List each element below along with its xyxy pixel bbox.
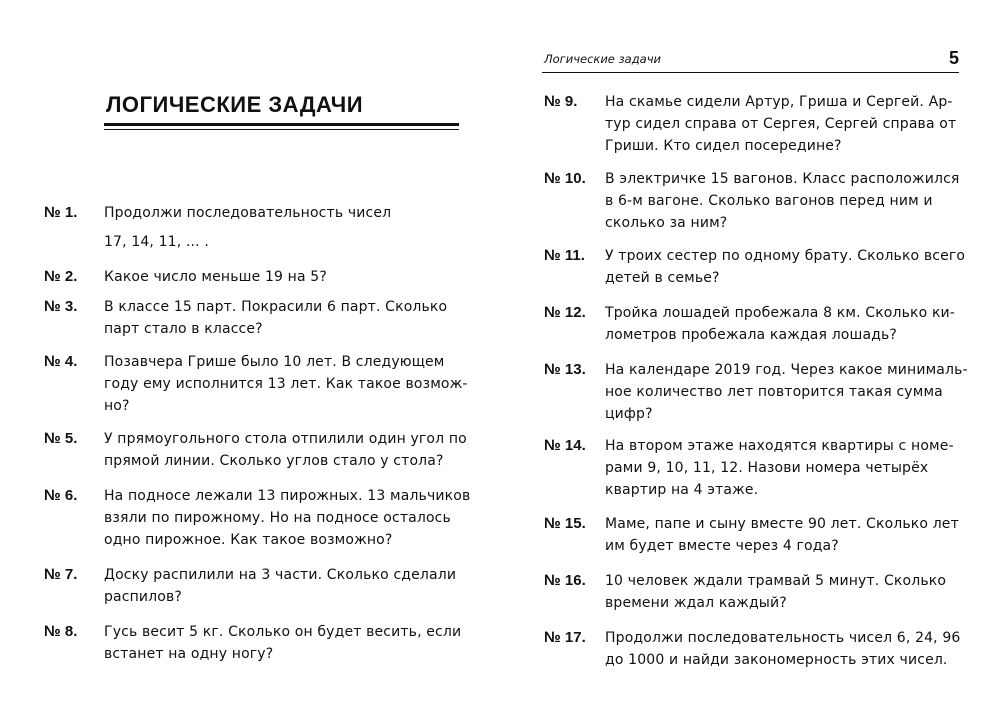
task-line: У прямоугольного стола отпилили один угол по [104, 431, 467, 447]
running-header: Логические задачи [544, 52, 661, 66]
task-line: На календаре 2019 год. Через какое минималь- [605, 362, 968, 378]
page-title: ЛОГИЧЕСКИЕ ЗАДАЧИ [106, 92, 364, 117]
title-rule-thick [104, 123, 459, 126]
task-number: № 17. [544, 629, 586, 646]
task-text [104, 428, 467, 472]
task-line: распилов? [104, 589, 182, 605]
task-line: до 1000 и найди закономерность этих чисел. [605, 652, 948, 668]
task-line: цифр? [605, 406, 653, 422]
title-rule-thin [104, 129, 459, 130]
task-number: № 4. [44, 353, 78, 370]
page-number: 5 [948, 48, 959, 68]
task-text [104, 485, 471, 551]
task-number: № 3. [44, 298, 78, 315]
task-number: № 9. [544, 93, 578, 110]
right-page [500, 0, 1001, 728]
task-number: № 8. [44, 623, 78, 640]
task-text [605, 627, 965, 671]
task-number: № 12. [544, 304, 586, 321]
task-line: в 6-м вагоне. Сколько вагонов перед ним и [605, 193, 933, 209]
task-line: детей в семье? [605, 270, 720, 286]
task-line: лометров пробежала каждая лошадь? [605, 327, 898, 343]
task-line: тур сидел справа от Сергея, Сергей справа от [605, 116, 957, 132]
task-text [605, 359, 968, 425]
task-number: № 15. [544, 515, 586, 532]
task-line: На подносе лежали 13 пирожных. 13 мальчиков [104, 488, 471, 504]
left-page [0, 0, 500, 728]
task-line: сколько за ним? [605, 215, 728, 231]
task-text [605, 168, 965, 234]
task-line: году ему исполнится 13 лет. Как такое возмож- [104, 376, 468, 392]
task-line: В классе 15 парт. Покрасили 6 парт. Сколько [104, 299, 448, 315]
task-text [104, 564, 464, 608]
task-text [104, 266, 464, 288]
task-number: № 7. [44, 566, 78, 583]
task-number: № 16. [544, 572, 586, 589]
task-number: № 1. [44, 204, 78, 221]
task-line: Гриши. Кто сидел посередине? [605, 138, 842, 154]
task-line: одно пирожное. Как такое возможно? [104, 532, 393, 548]
task-line: взяли по пирожному. Но на подносе осталось [104, 510, 451, 526]
task-line: парт стало в классе? [104, 321, 263, 337]
task-line: прямой линии. Сколько углов стало у стола? [104, 453, 444, 469]
task-text [605, 91, 965, 157]
task-text [104, 202, 464, 253]
task-text [104, 621, 464, 665]
task-line: Позавчера Грише было 10 лет. В следующем [104, 354, 445, 370]
task-line: встанет на одну ногу? [104, 646, 274, 662]
task-number: № 2. [44, 268, 78, 285]
task-number: № 6. [44, 487, 78, 504]
task-line: У троих сестер по одному брату. Сколько всего [605, 248, 966, 264]
task-line: Продолжи последовательность чисел [104, 205, 392, 221]
task-number: № 10. [544, 170, 586, 187]
task-line: Доску распилили на 3 части. Сколько сделали [104, 567, 457, 583]
task-text [605, 570, 965, 614]
task-line: 17, 14, 11, ... . [104, 234, 209, 250]
task-line: рами 9, 10, 11, 12. Назови номера четырёх [605, 460, 929, 476]
task-line: ное количество лет повторится такая сумма [605, 384, 943, 400]
header-rule [542, 72, 959, 73]
task-line: Маме, папе и сыну вместе 90 лет. Сколько лет [605, 516, 959, 532]
task-text [605, 435, 965, 501]
task-line: времени ждал каждый? [605, 595, 787, 611]
task-line: На скамье сидели Артур, Гриша и Сергей. Ар- [605, 94, 953, 110]
task-number: № 5. [44, 430, 78, 447]
task-text [605, 245, 965, 289]
task-text [605, 513, 965, 557]
task-number: № 14. [544, 437, 586, 454]
task-number: № 13. [544, 361, 586, 378]
task-line: Продолжи последовательность чисел 6, 24, 96 [605, 630, 961, 646]
task-number: № 11. [544, 247, 585, 264]
task-text [605, 302, 965, 346]
task-text [104, 351, 468, 417]
task-line: им будет вместе через 4 года? [605, 538, 839, 554]
task-line: квартир на 4 этаже. [605, 482, 759, 498]
task-line: На втором этаже находятся квартиры с номе- [605, 438, 954, 454]
task-line: 10 человек ждали трамвай 5 минут. Сколько [605, 573, 947, 589]
task-line: Гусь весит 5 кг. Сколько он будет весить, если [104, 624, 462, 640]
task-line: Какое число меньше 19 на 5? [104, 269, 327, 285]
task-line: В электричке 15 вагонов. Класс расположился [605, 171, 960, 187]
task-text [104, 296, 464, 340]
task-line: но? [104, 398, 130, 414]
task-line: Тройка лошадей пробежала 8 км. Сколько ки- [605, 305, 956, 321]
